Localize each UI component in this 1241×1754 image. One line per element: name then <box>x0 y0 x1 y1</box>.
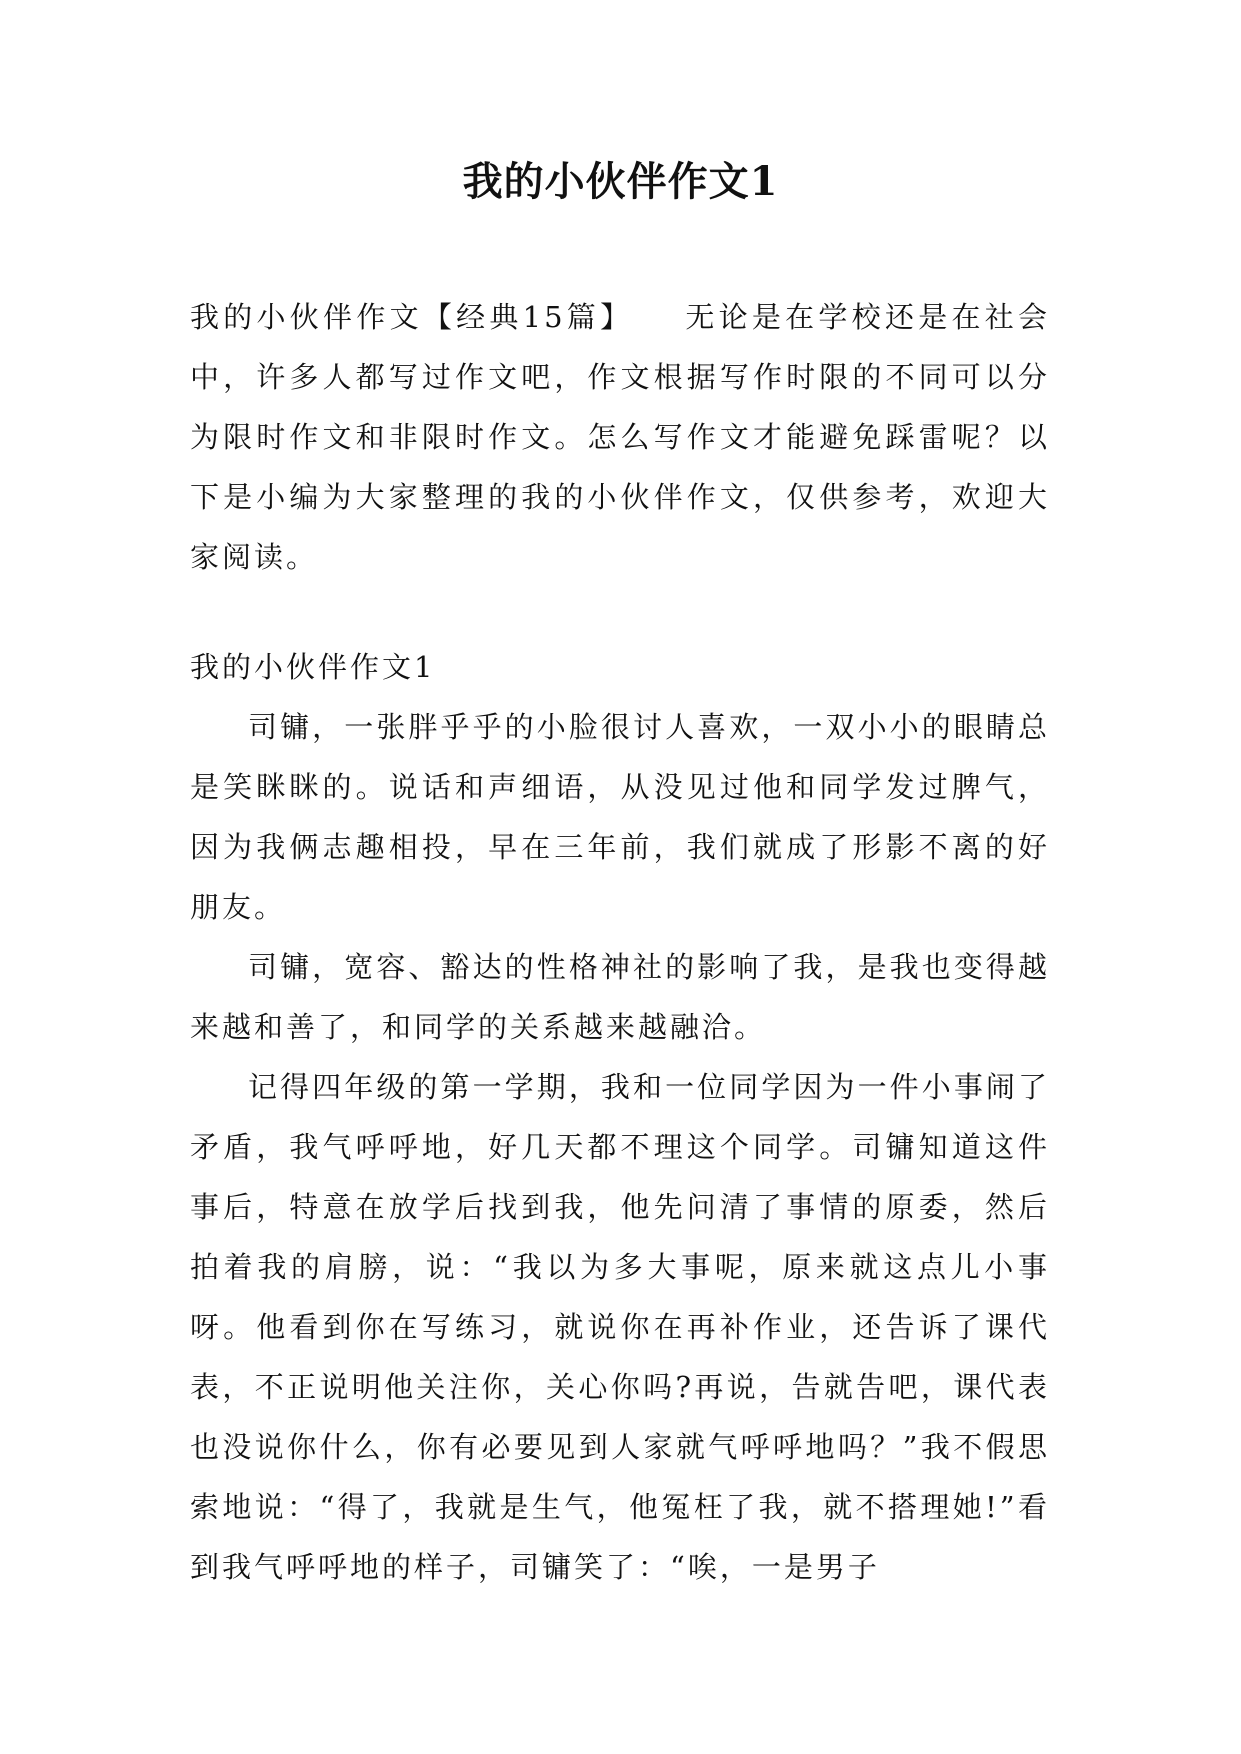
essay-paragraph-1: 司镛，一张胖乎乎的小脸很讨人喜欢，一双小小的眼睛总是笑眯眯的。说话和声细语，从没见过他和同学发过脾气，因为我俩志趣相投，早在三年前，我们就成了形影不离的好朋友。 <box>190 710 1050 924</box>
essay-paragraph-2: 司镛，宽容、豁达的性格神社的影响了我，是我也变得越来越和善了，和同学的关系越来越融洽。 <box>190 950 1050 1044</box>
essay-body <box>190 697 1050 1597</box>
document-title: 我的小伙伴作文1 <box>462 158 779 205</box>
essay-paragraph-3: 记得四年级的第一学期，我和一位同学因为一件小事闹了矛盾，我气呼呼地，好几天都不理这个同学。司镛知道这件事后，特意在放学后找到我，他先问清了事情的原委，然后拍着我的肩膀，说：“我以为多大事呢，原来就这点儿小事呀。他看到你在写练习，就说你在再补作业，还告诉了课代表，不正说明他关注你，关心你吗?再说，告就告吧，课代表也没说你什么，你有必要见到人家就气呼呼地吗？”我不假思索地说：“得了，我就是生气，他冤枉了我，就不搭理她!”看到我气呼呼地的样子，司镛笑了：“唉，一是男子 <box>190 1070 1050 1584</box>
intro-text: 我的小伙伴作文【经典15篇】 无论是在学校还是在社会中，许多人都写过作文吧，作文根据写作时限的不同可以分为限时作文和非限时作文。怎么写作文才能避免踩雷呢？以下是小编为大家整理的我的小伙伴作文，仅供参考，欢迎大家阅读。 <box>190 300 1050 574</box>
intro-paragraph <box>190 287 1050 587</box>
section-heading: 我的小伙伴作文1 <box>190 650 436 684</box>
